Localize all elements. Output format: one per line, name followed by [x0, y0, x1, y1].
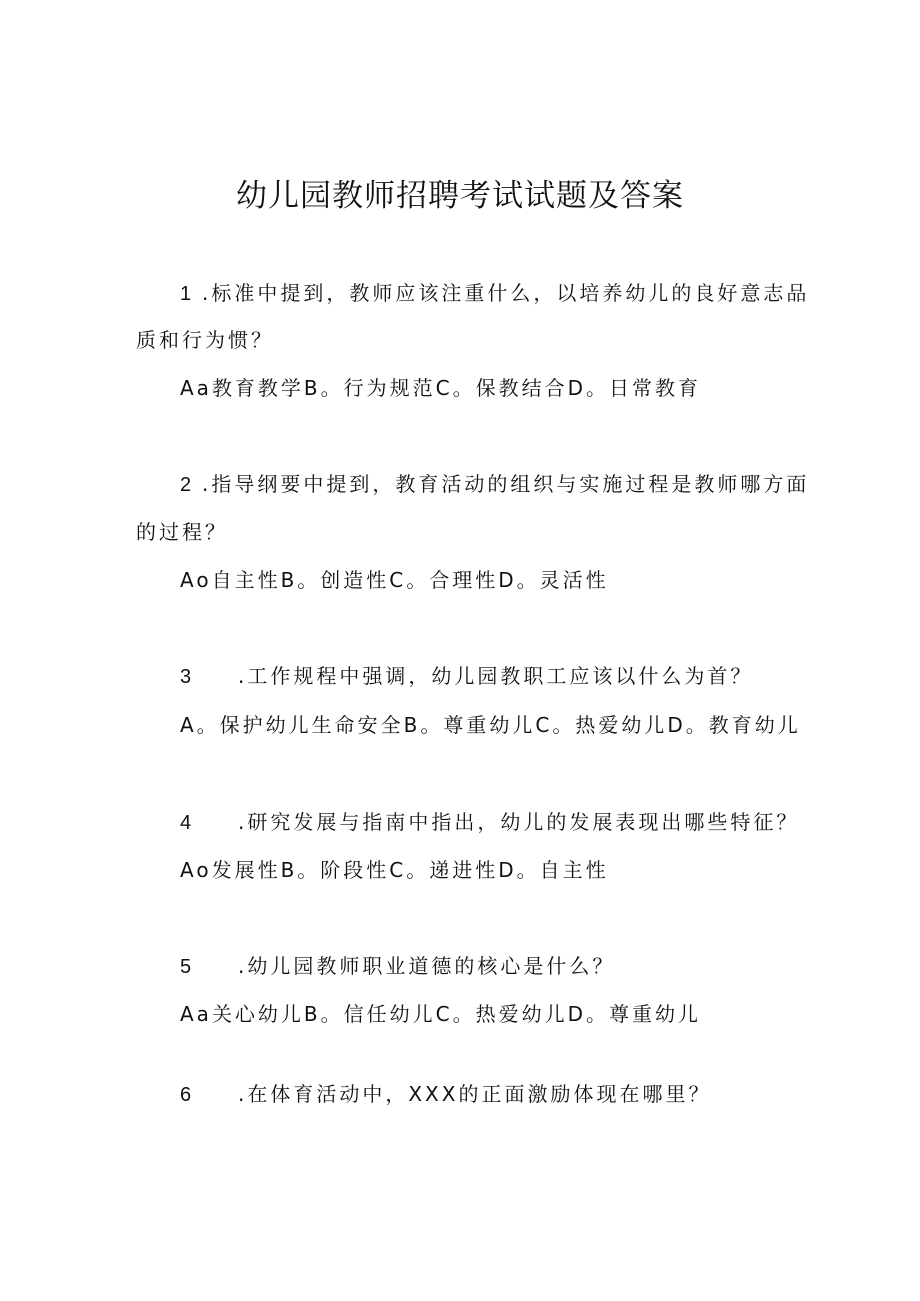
answer-options-3: A。保护幼儿生命安全B。尊重幼儿C。热爱幼儿D。教育幼儿: [180, 713, 801, 737]
question-number: 1: [180, 283, 192, 305]
question-number: 2: [180, 474, 192, 496]
answer-options-4: Ao发展性B。阶段性C。递进性D。自主性: [180, 858, 609, 882]
question-number: 4: [180, 812, 192, 834]
question-2-continuation: [136, 518, 228, 546]
question-number: 3: [180, 666, 192, 688]
document-title: 幼儿园教师招聘考试试题及答案: [236, 178, 684, 214]
question-text: .工作规程中强调，幼儿园教职工应该以什么为首？: [238, 664, 754, 688]
question-number: 5: [180, 956, 192, 978]
question-2: [180, 470, 809, 499]
question-text: .在体育活动中，XXX的正面激励体现在哪里？: [238, 1082, 712, 1106]
answer-options-1: Aa教育教学B。行为规范C。保教结合D。日常教育: [180, 376, 702, 400]
question-text: 的过程？: [136, 520, 228, 544]
question-text: 质和行为惯？: [136, 328, 274, 352]
question-text: .指导纲要中提到，教育活动的组织与实施过程是教师哪方面: [202, 472, 810, 496]
question-3: [180, 662, 753, 691]
question-number: 6: [180, 1084, 192, 1106]
question-5: [180, 952, 615, 981]
question-6: [180, 1080, 711, 1109]
question-4: [180, 808, 799, 837]
question-text: .幼儿园教师职业道德的核心是什么？: [238, 954, 616, 978]
question-1: [180, 279, 809, 308]
question-1-continuation: [136, 326, 274, 354]
answer-options-5: Aa关心幼儿B。信任幼儿C。热爱幼儿D。尊重幼儿: [180, 1002, 702, 1026]
question-text: .研究发展与指南中指出，幼儿的发展表现出哪些特征？: [238, 810, 800, 834]
answer-options-2: Ao自主性B。创造性C。合理性D。灵活性: [180, 568, 609, 592]
question-text: .标准中提到，教师应该注重什么，以培养幼儿的良好意志品: [202, 281, 810, 305]
